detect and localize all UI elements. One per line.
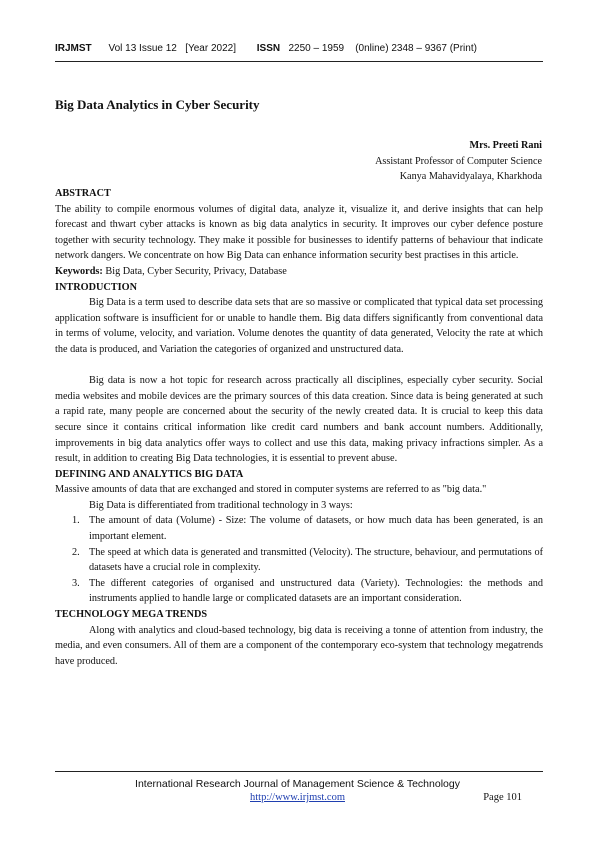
list-item [55,545,543,576]
list-item-text: The different categories of organised and unstructured data (Variety). Technologies: the methods and instruments applied to handle large or complicated datasets are an important consideration. [89,577,543,605]
abstract-text: The ability to compile enormous volumes of digital data, analyze it, visualize it, and derive insights that can help forecast and thwart cyber attacks is known as big data analytics in security. It improves our cyber defence posture together with security technology. They make it possible for businesses to identify patterns of behaviour that indicate network dangers. We concentrate on how Big Data can enhance information security best practises in this article. [55,203,543,262]
paper-title: Big Data Analytics in Cyber Security [55,97,260,112]
list-item [55,576,543,607]
abstract-heading: ABSTRACT [55,188,111,199]
page-number: Page 101 [483,792,522,803]
header-issn-online: (0nline) 2348 – 9367 (Print) [355,43,477,54]
author-name: Mrs. Preeti Rani [469,140,542,151]
header-issn: 2250 – 1959 [288,43,345,54]
list-item-number: 2. [72,546,80,558]
list-item [55,513,543,544]
header-journal: IRJMST [55,43,92,54]
defining-paragraph-1: Massive amounts of data that are exchanged and stored in computer systems are referred to as "big data." [55,484,487,496]
list-item-number: 1. [72,515,80,527]
header-year: [Year 2022] [185,43,236,54]
header-divider [55,61,543,62]
paper-body [55,186,543,669]
defining-heading: DEFINING AND ANALYTICS BIG DATA [55,468,244,480]
introduction-paragraph-1: Big Data is a term used to describe data sets that are so massive or complicated that typical data set processing application software is insufficient for or unable to handle them. Big data differs significantly from conventional data in terms of volume, velocity, and variation. Volume denotes the quantity of data generated, Velocity the rate at which the data is produced, and Variation the categories of organized and unstructured data. [55,297,543,355]
running-header [55,43,545,54]
introduction-paragraph-2: Big data is now a hot topic for research across practically all disciplines, especially cyber security. Social media websites and mobile devices are the primary sources of this data creation. Since data is being generated at such a rapid rate, many people are concerned about the security of the newly created data. It is crucial to keep this data secure since it contains critical information like credit card numbers and bank account numbers. Additionally, improvements in big data analytics offer ways to collect and use this data, making privacy infractions simpler. As a result, in addition to creating Big Data technologies, it is essential to prevent abuse. [55,375,543,465]
list-item-text: The speed at which data is generated and transmitted (Velocity). The structure, behaviour, and permutations of datasets have a crucial role in complexity. [89,546,543,574]
introduction-heading: INTRODUCTION [55,281,138,293]
keywords-text: Big Data, Cyber Security, Privacy, Database [102,265,287,277]
trends-heading: TECHNOLOGY MEGA TRENDS [55,609,208,621]
keywords-label: Keywords: [55,265,103,277]
footer-journal-name: International Research Journal of Management Science & Technology [135,778,460,790]
author-affiliation: Kanya Mahavidyalaya, Kharkhoda [399,171,542,182]
keywords-line [55,264,543,280]
header-volume: Vol 13 Issue 12 [108,43,177,54]
list-item-number: 3. [72,577,80,589]
list-item-text: The amount of data (Volume) - Size: The volume of datasets, or how much data has been generated, is an important element. [89,515,543,543]
author-block [375,138,542,185]
defining-paragraph-2: Big Data is differentiated from traditional technology in 3 ways: [89,499,353,511]
footer-divider [55,771,543,772]
paragraph-gap [55,358,543,374]
footer-url-link[interactable]: http://www.irjmst.com [250,792,345,803]
trends-paragraph-1: Along with analytics and cloud-based technology, big data is receiving a tonne of attention from industry, the media, and even consumers. All of them are a component of the contemporary eco-system that technology megatrends have produced. [55,624,543,667]
defining-list [55,513,543,607]
header-issn-label: ISSN [256,43,281,54]
author-position: Assistant Professor of Computer Science [375,155,542,167]
